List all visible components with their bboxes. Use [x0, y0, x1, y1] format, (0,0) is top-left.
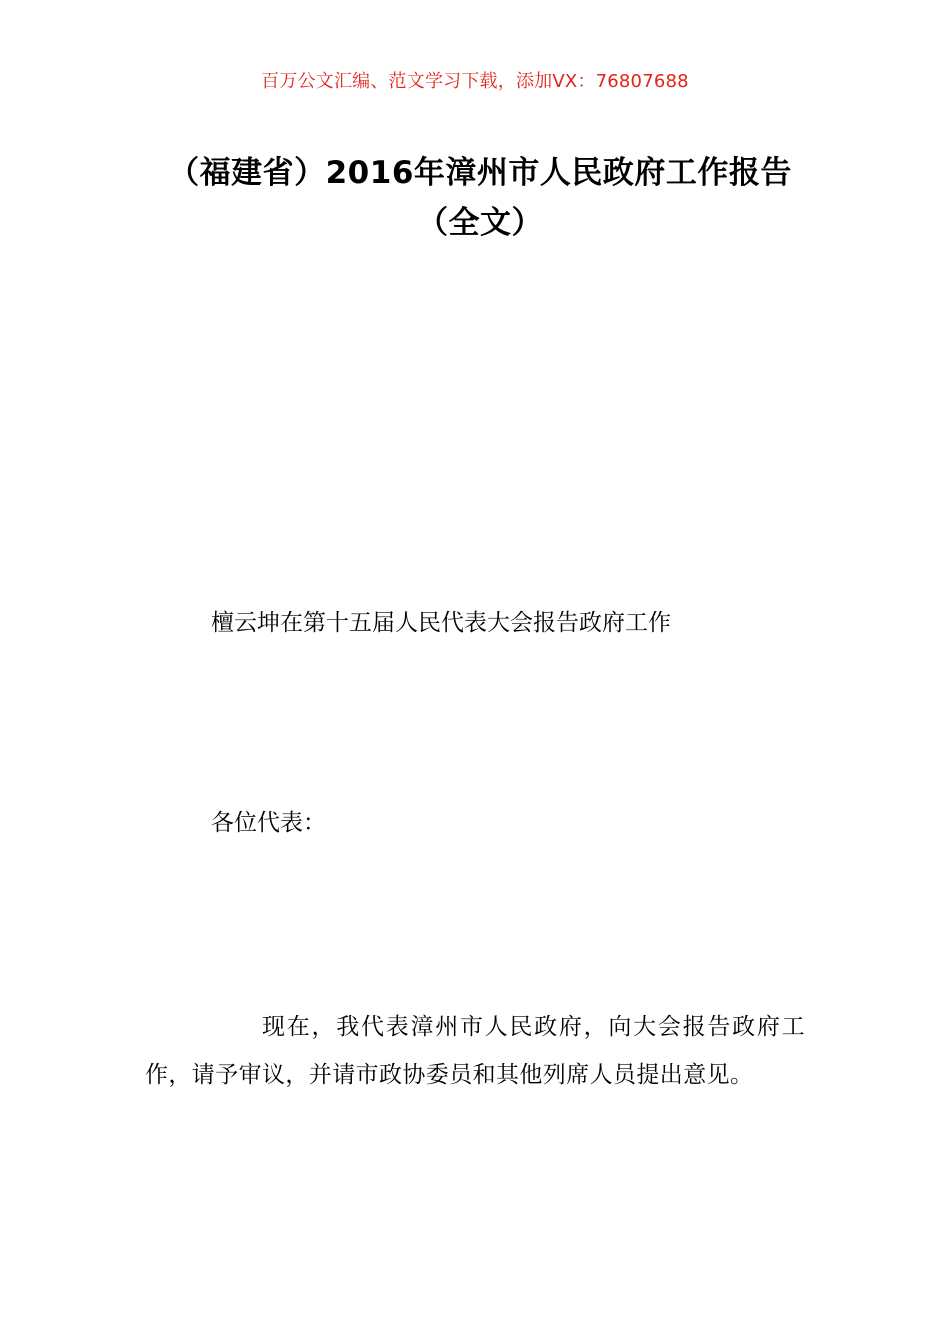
report-byline: 檀云坤在第十五届人民代表大会报告政府工作	[211, 610, 671, 636]
download-notice: 百万公文汇编、范文学习下载，添加VX：76807688	[261, 71, 689, 92]
salutation: 各位代表：	[211, 810, 326, 836]
opening-paragraph: 现在，我代表漳州市人民政府，向大会报告政府工作，请予审议，并请市政协委员和其他列席人员提出意见。	[145, 1014, 805, 1088]
document-title: （福建省）2016年漳州市人民政府工作报告（全文）	[168, 155, 792, 241]
